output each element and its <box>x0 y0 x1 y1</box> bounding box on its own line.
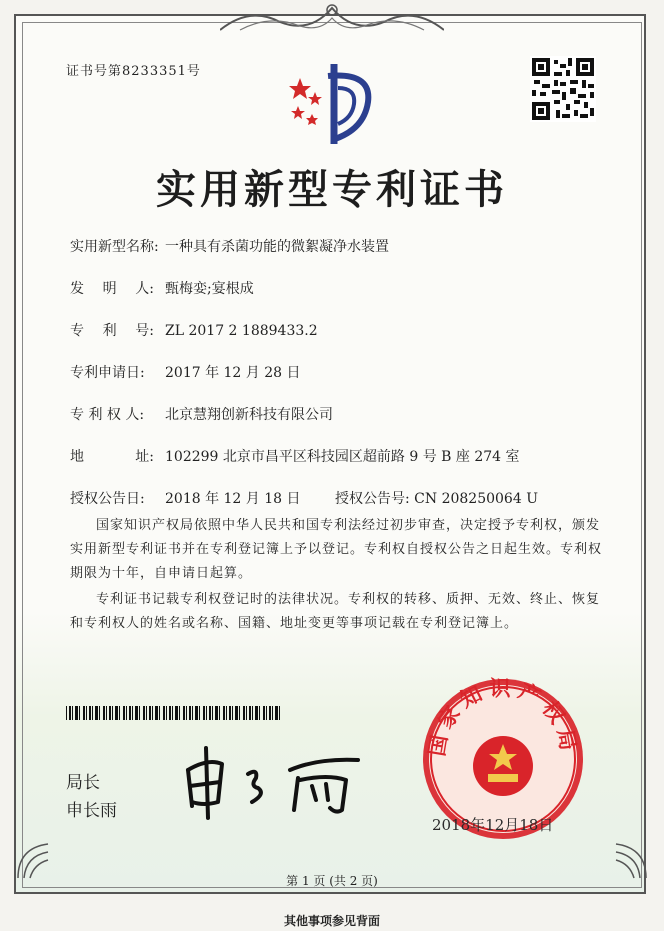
paragraph-2: 专利证书记载专利权登记时的法律状况。专利权的转移、质押、无效、终止、恢复和专利权人的姓名或名称、国籍、地址变更等事项记载在专利登记簿上。 <box>70 592 601 631</box>
certificate-title: 实用新型专利证书 <box>156 166 508 213</box>
inventor-row <box>70 278 254 298</box>
address-label <box>70 446 154 466</box>
barcode-icon <box>66 706 282 720</box>
grant-number-value: CN 208250064 U <box>414 491 538 507</box>
grant-date-label: 授权公告日: <box>70 491 145 507</box>
patentee-value: 北京慧翔创新科技有限公司 <box>165 407 333 423</box>
patentee-row <box>70 404 333 424</box>
address-row <box>70 446 520 466</box>
grant-number-label: 授权公告号: <box>335 491 410 507</box>
top-ornament-icon <box>220 0 444 34</box>
director-name: 申长雨 <box>66 801 117 821</box>
seal-date: 2018年12月18日 <box>432 816 554 834</box>
inventor-label-char: 明 <box>102 281 117 297</box>
utility-model-name-value: 一种具有杀菌功能的微絮凝净水装置 <box>165 239 389 255</box>
patentee-label: 专 利 权 人: <box>70 407 145 423</box>
patent-number-label-char: 专 <box>70 323 84 339</box>
address-label-char: 地 <box>70 449 84 465</box>
inventor-value: 甄梅娈;宴根成 <box>165 281 254 297</box>
grant-date-row <box>70 488 538 508</box>
inventor-label-char: 发 <box>70 281 84 297</box>
page-indicator: 第 1 页 (共 2 页) <box>286 874 378 888</box>
director-signature-icon <box>178 730 368 820</box>
filing-date-value: 2017 年 12 月 28 日 <box>165 365 301 381</box>
address-label-char: 址: <box>135 449 154 465</box>
grant-date-value: 2018 年 12 月 18 日 <box>165 491 301 507</box>
patent-number-row <box>70 320 318 340</box>
footer-note: 其他事项参见背面 <box>283 914 380 928</box>
inventor-label-char: 人: <box>135 281 154 297</box>
inventor-label <box>70 278 154 298</box>
qr-code-icon <box>530 56 596 122</box>
address-value: 102299 北京市昌平区科技园区超前路 9 号 B 座 274 室 <box>165 449 520 465</box>
utility-model-name-label: 实用新型名称: <box>70 239 159 255</box>
director-title: 局长 <box>66 773 100 793</box>
certificate-number: 证书号第8233351号 <box>66 64 201 79</box>
patent-number-value: ZL 2017 2 1889433.2 <box>165 323 318 339</box>
filing-date-row <box>70 362 301 382</box>
patent-number-label-char: 号: <box>135 323 154 339</box>
paragraph-1: 国家知识产权局依照中华人民共和国专利法经过初步审查，决定授予专利权，颁发实用新型专利证书并在专利登记簿上予以登记。专利权自授权公告之日起生效。专利权期限为十年，自申请日起算。 <box>70 518 603 581</box>
utility-model-name-row <box>70 236 389 256</box>
patent-number-label <box>70 320 154 340</box>
filing-date-label: 专利申请日: <box>70 365 145 381</box>
seal-text: 国家知识产权局 <box>424 676 582 758</box>
patent-office-emblem-icon <box>282 58 382 150</box>
patent-number-label-char: 利 <box>102 323 117 339</box>
